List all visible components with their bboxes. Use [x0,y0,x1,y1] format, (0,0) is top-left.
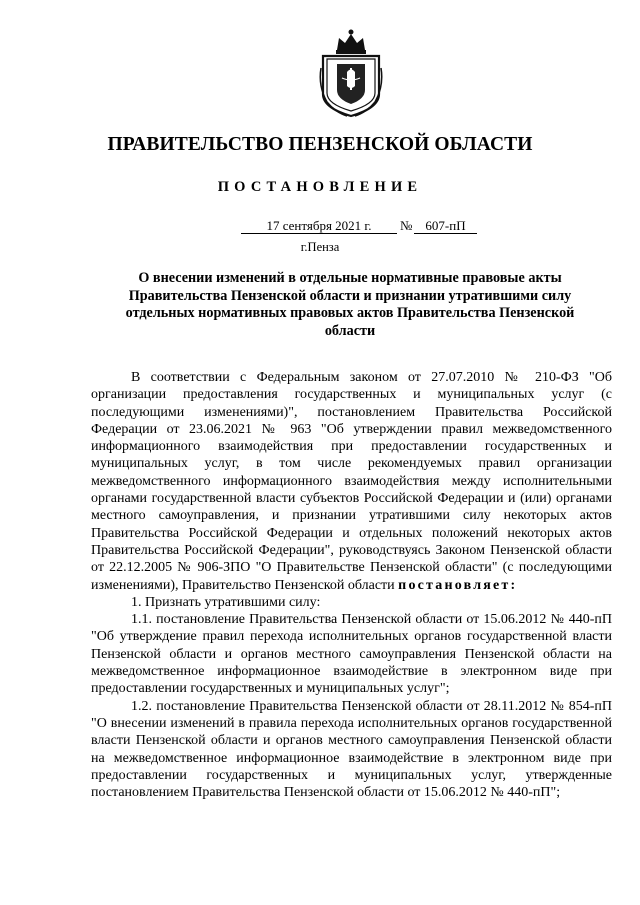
decree-word: постановляет: [398,577,518,593]
city: г.Пенза [300,240,340,254]
preamble-paragraph [91,369,612,594]
item-1-1: 1.1. постановление Правительства Пензенской области от 15.06.2012 № 440-пП "Об утверждение правил перехода исполнительных органов государственной власти Пензенской области и органов местного самоуправления Пензенской области на межведомственное информационное взаимодействие в электронном виде при предоставлении государственных и муниципальных услуг"; [91,612,612,697]
document-number: 607-пП [414,218,477,234]
government-name: ПРАВИТЕЛЬСТВО ПЕНЗЕНСКОЙ ОБЛАСТИ [107,134,533,155]
item-1-2: 1.2. постановление Правительства Пензенской области от 28.11.2012 № 854-пП "О внесении изменений в правила перехода исполнительных органов государственной власти Пензенской области и органов местного самоуправления Пензенской области на межведомственное информационное взаимодействие в электронном виде при предоставлении государственных и муниципальных услуг, утвержденные постановлением Правительства Пензенской области от 15.06.2012 № 440-пП"; [91,698,612,801]
document-date: 17 сентября 2021 г. [241,218,397,234]
document-body [91,369,612,801]
document-kind: ПОСТАНОВЛЕНИЕ [217,179,423,195]
number-label: № [400,218,413,233]
document-meta [0,218,640,238]
preamble-text: В соответствии с Федеральным законом от 27.07.2010 № 210-ФЗ "Об организации предоставления государственных и муниципальных услуг (с последующими изменениями)", постановлением Правительства Российской Федерации от 23.06.2021 № 963 "Об утверждении правил межведомственного информационного взаимодействия при предоставлении государственных и муниципальных услуг, в том числе рекомендуемых правил организации межведомственного информационного взаимодействия между исполнительными органами государственной власти субъектов Российской Федерации и (или) органами местного самоуправления, и признании утратившими силу некоторых актов Правительства Российской Федерации и отдельных положений некоторых актов Правительства Российской Федерации", руководствуясь Законом Пензенской области от 22.12.2005 № 906-ЗПО "О Правительстве Пензенской области" (с последующими изменениями), Правительство Пензенской области [91,370,612,593]
coat-of-arms-icon [317,28,385,118]
item-1: 1. Признать утратившими силу: [131,594,321,610]
document-title: О внесении изменений в отдельные нормативные правовые акты Правительства Пензенской области и признании утратившими силу отдельных нормативных правовых актов Правительства Пензенской области [125,270,575,339]
